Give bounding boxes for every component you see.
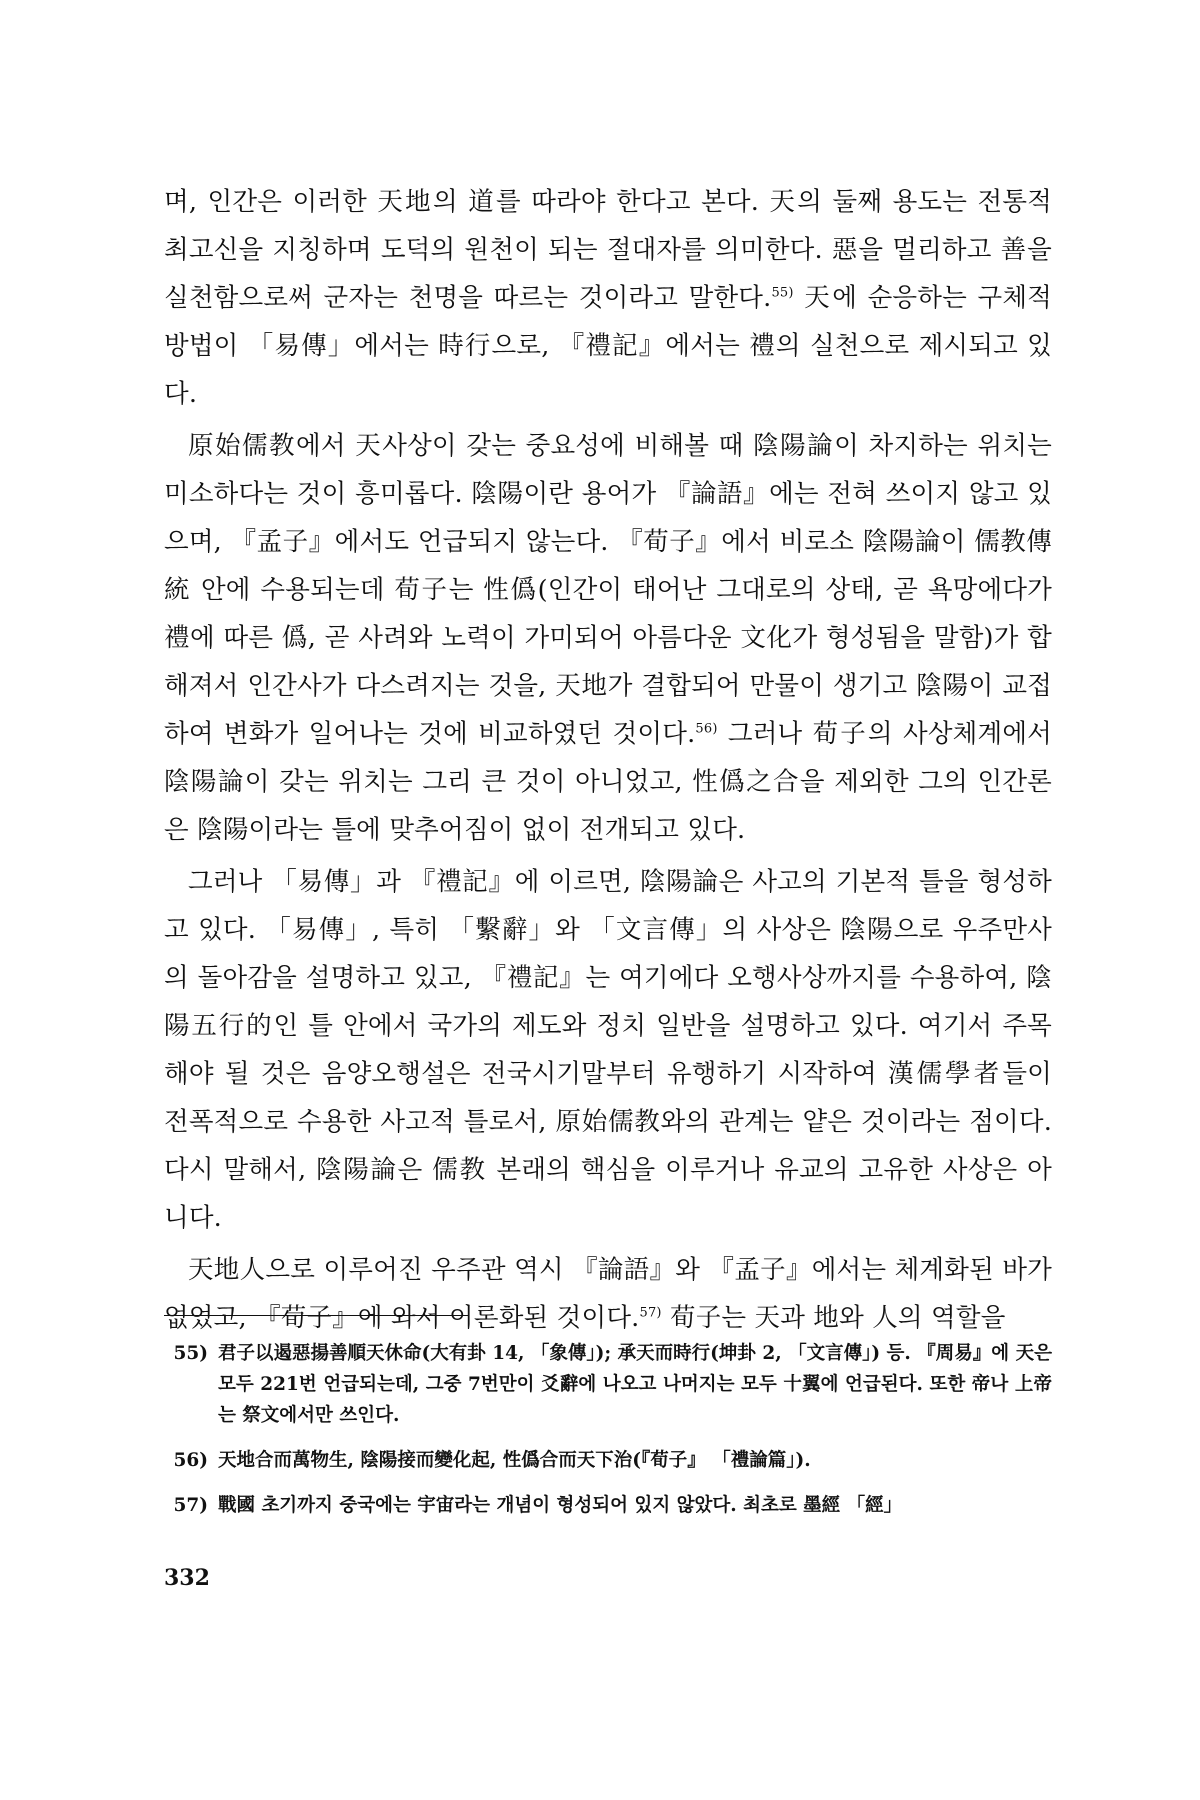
footnote-number: 56) bbox=[173, 1450, 208, 1471]
footnote-ref-57[interactable]: 57) bbox=[639, 1305, 662, 1321]
footnote-divider bbox=[164, 1315, 468, 1316]
paragraph-2: 原始儒教에서 天사상이 갖는 중요성에 비해볼 때 陰陽論이 차지하는 위치는 미소하다는 것이 흥미롭다. 陰陽이란 용어가 『論語』에는 전혀 쓰이지 않고 있으며, 『孟子』에서도 언급되지 않는다. 『荀子』에서 비로소 陰陽論이 儒教傳統 안에 수용되는데 荀子는 性僞(인간이 태어난 그대로의 상태, 곧 욕망에다가 禮에 따른 僞, 곧 사려와 노력이 가미되어 아름다운 文化가 형성됨을 말함)가 합해져서 인간사가 다스려지는 것을, 天地가 결합되어 만물이 생기고 陰陽이 교접하여 변화가 일어나는 것에 비교하였던 것이다.$^{56)}$ 그러나 荀子의 사상체계에서 陰陽論이 갖는 위치는 그리 큰 것이 아니었고, 性僞之合을 제외한 그의 인간론은 陰陽이라는 틀에 맞추어짐이 없이 전개되고 있다. bbox=[164, 431, 1052, 845]
footnote-text: 戰國 초기까지 중국에는 宇宙라는 개념이 형성되어 있지 않았다. 최초로 墨經 「經」 bbox=[218, 1495, 903, 1516]
footnote-number: 57) bbox=[173, 1495, 208, 1516]
paragraph-1: 며, 인간은 이러한 天地의 道를 따라야 한다고 본다. 天의 둘째 용도는 전통적 최고신을 지칭하며 도덕의 원천이 되는 절대자를 의미한다. 惡을 멀리하고 善을 실천함으로써 군자는 천명을 따르는 것이라고 말한다.$^{55)}$ 天에 순응하는 구체적 방법이 「易傳」에서는 時行으로, 『禮記』에서는 禮의 실천으로 제시되고 있다. bbox=[164, 187, 1052, 409]
footnote-57 bbox=[164, 1490, 1052, 1521]
main-text bbox=[164, 178, 1052, 1342]
paragraph-3: 그러나 「易傳」과 『禮記』에 이르면, 陰陽論은 사고의 기본적 틀을 형성하고 있다. 「易傳」, 특히 「繫辭」와 「文言傳」의 사상은 陰陽으로 우주만사의 돌아감을 설명하고 있고, 『禮記』는 여기에다 오행사상까지를 수용하여, 陰陽五行的인 틀 안에서 국가의 제도와 정치 일반을 설명하고 있다. 여기서 주목해야 될 것은 음양오행설은 전국시기말부터 유행하기 시작하여 漢儒學者들이 전폭적으로 수용한 사고적 틀로서, 原始儒教와의 관계는 얕은 것이라는 점이다. 다시 말해서, 陰陽論은 儒教 본래의 핵심을 이루거나 유교의 고유한 사상은 아니다. bbox=[164, 867, 1052, 1233]
footnote-ref-56[interactable]: 56) bbox=[695, 721, 718, 737]
paragraph-4: 天地人으로 이루어진 우주관 역시 『論語』와 『孟子』에서는 체계화된 바가 없었고, 『荀子』에 와서 이론화된 것이다.$^{57)}$ 荀子는 天과 地와 人의 역할을 bbox=[164, 1255, 1052, 1333]
footnote-56 bbox=[164, 1445, 1052, 1476]
footnote-text: 君子以遏惡揚善順天休命(大有卦 14, 「象傳」); 承天而時行(坤卦 2, 「文言傳」) 등. 『周易』에 天은 모두 221번 언급되는데, 그중 7번만이 爻辭에 나오고 나머지는 모두 十翼에 언급된다. 또한 帝나 上帝는 祭文에서만 쓰인다. bbox=[218, 1343, 1052, 1426]
footnote-number: 55) bbox=[173, 1343, 208, 1364]
footnote-ref-55[interactable]: 55) bbox=[771, 285, 794, 301]
page-number: 332 bbox=[164, 1565, 210, 1591]
footnote-text: 天地合而萬物生, 陰陽接而變化起, 性僞合而天下治(『荀子』 「禮論篇」). bbox=[218, 1450, 811, 1471]
footnote-55 bbox=[164, 1338, 1052, 1431]
footnotes bbox=[164, 1338, 1052, 1535]
